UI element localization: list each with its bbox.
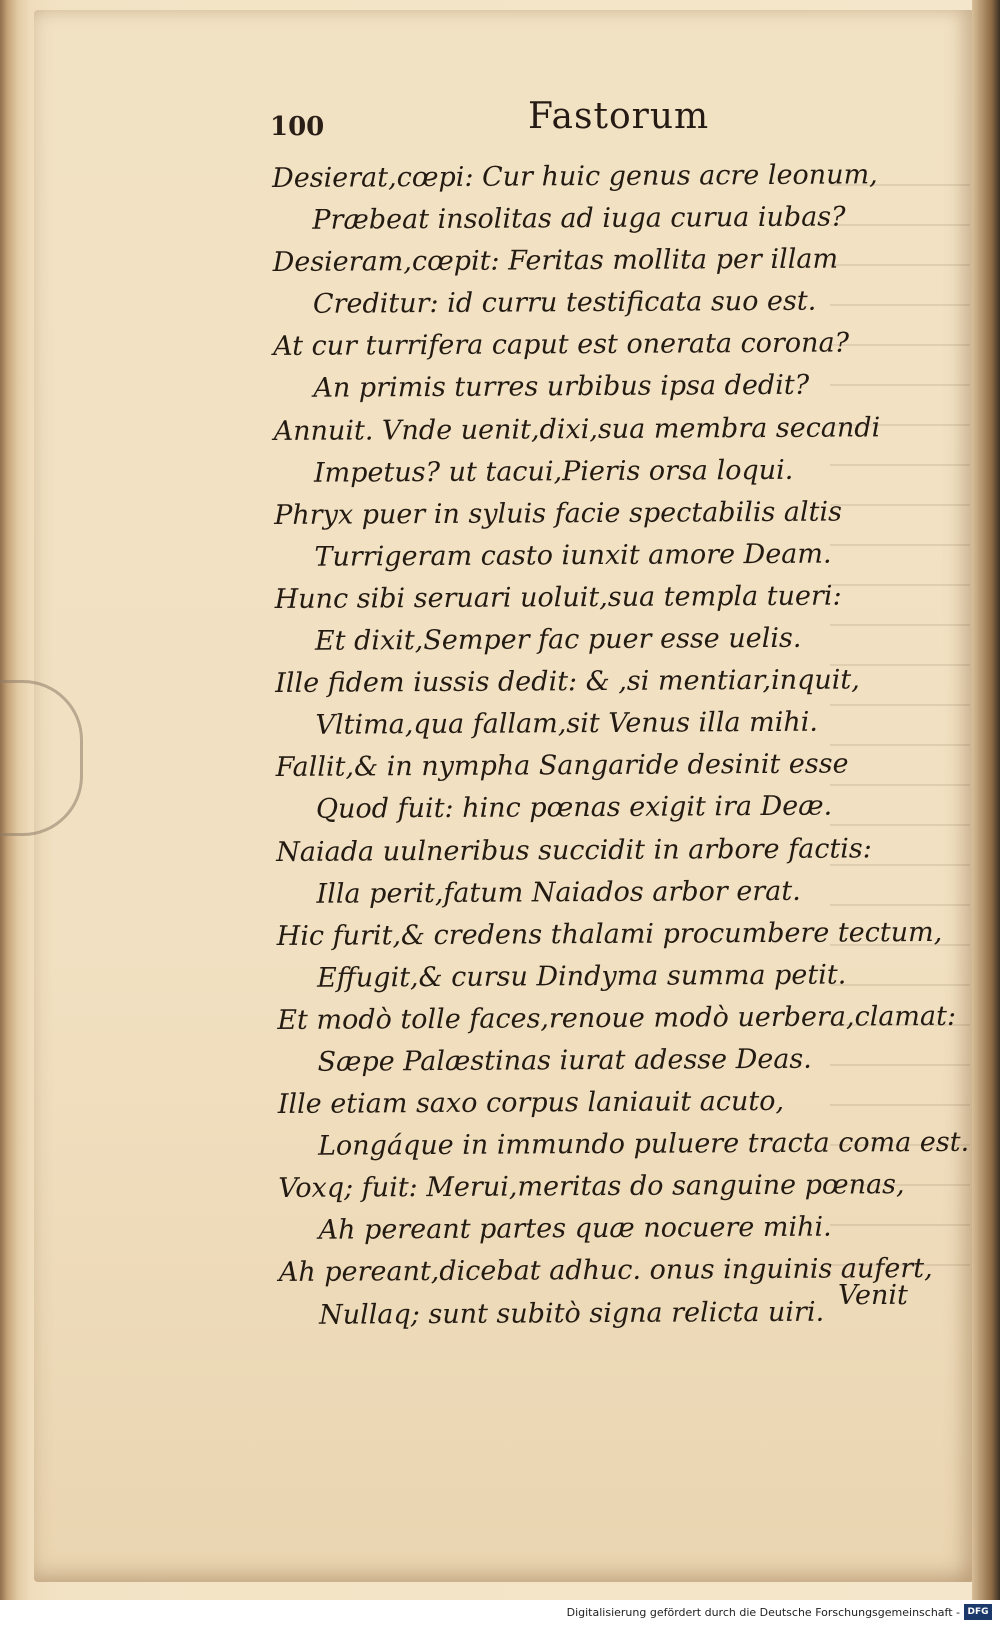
verse-line: Nullaq; sunt subitò signa relicta uiri. bbox=[318, 1296, 825, 1331]
ribbon-bookmark bbox=[0, 680, 83, 836]
verse-line: Turrigeram casto iunxit amore Deam. bbox=[314, 538, 832, 573]
page-header bbox=[270, 96, 730, 146]
verse-line: Desierat,cœpi: Cur huic genus acre leonum, bbox=[272, 159, 878, 194]
catchword: Venit bbox=[838, 1280, 908, 1311]
verse-line: Longáque in immundo puluere tracta coma est. bbox=[317, 1126, 970, 1162]
verse-line: Ah pereant,dicebat adhuc. onus inguinis aufert, bbox=[278, 1253, 933, 1289]
verse-line: Quod fuit: hinc pœnas exigit ira Deæ. bbox=[315, 790, 833, 826]
verse-line: Illa perit,fatum Naiados arbor erat. bbox=[316, 875, 801, 910]
verse-line: Effugit,& cursu Dindyma summa petit. bbox=[316, 959, 847, 994]
verse-line: Et modò tolle faces,renoue modò uerbera,clamat: bbox=[277, 1000, 957, 1036]
footer-bar bbox=[0, 1600, 1000, 1626]
verse-line: Impetus? ut tacui,Pieris orsa loqui. bbox=[313, 454, 794, 489]
verse-line: Ille etiam saxo corpus laniauit acuto, bbox=[277, 1085, 785, 1121]
verse-line: At cur turrifera caput est onerata corona? bbox=[273, 327, 850, 363]
verse-line: Hunc sibi seruari uoluit,sua templa tueri: bbox=[274, 580, 842, 615]
funding-notice: Digitalisierung gefördert durch die Deutsche Forschungsgemeinschaft - bbox=[566, 1606, 960, 1619]
verse-line: Annuit. Vnde uenit,dixi,sua membra secandi bbox=[273, 411, 881, 447]
verse-line: Creditur: id curru testificata suo est. bbox=[312, 285, 817, 321]
verse-line: Vltima,qua fallam,sit Venus illa mihi. bbox=[315, 706, 819, 741]
verse-line: Naiada uulneribus succidit in arbore factis: bbox=[276, 832, 872, 868]
verse-line: Sæpe Palæstinas iurat adesse Deas. bbox=[317, 1043, 812, 1078]
folio-number: 100 bbox=[270, 112, 325, 142]
verse-line: Phryx puer in syluis facie spectabilis altis bbox=[274, 496, 843, 531]
verse-line: Ah pereant partes quæ nocuere mihi. bbox=[318, 1211, 832, 1247]
running-title: Fastorum bbox=[528, 96, 710, 137]
verse-line: An primis turres urbibus ipsa dedit? bbox=[313, 370, 810, 405]
verse-line: Præbeat insolitas ad iuga curua iubas? bbox=[312, 201, 846, 236]
verse-line: Desieram,cœpit: Feritas mollita per illam bbox=[272, 243, 839, 279]
verse-line: Hic furit,& credens thalami procumbere tectum, bbox=[276, 916, 943, 952]
verse-line: Voxq; fuit: Merui,meritas do sanguine pœnas, bbox=[278, 1169, 905, 1205]
binding-shadow bbox=[972, 0, 1000, 1600]
verse-line: Et dixit,Semper fac puer esse uelis. bbox=[314, 622, 802, 657]
dfg-logo: DFG bbox=[964, 1604, 992, 1620]
verse-line: Ille fidem iussis dedit: & ,si mentiar,inquit, bbox=[275, 664, 860, 700]
verse-block bbox=[272, 154, 970, 1337]
verse-line: Fallit,& in nympha Sangaride desinit esse bbox=[275, 748, 849, 784]
